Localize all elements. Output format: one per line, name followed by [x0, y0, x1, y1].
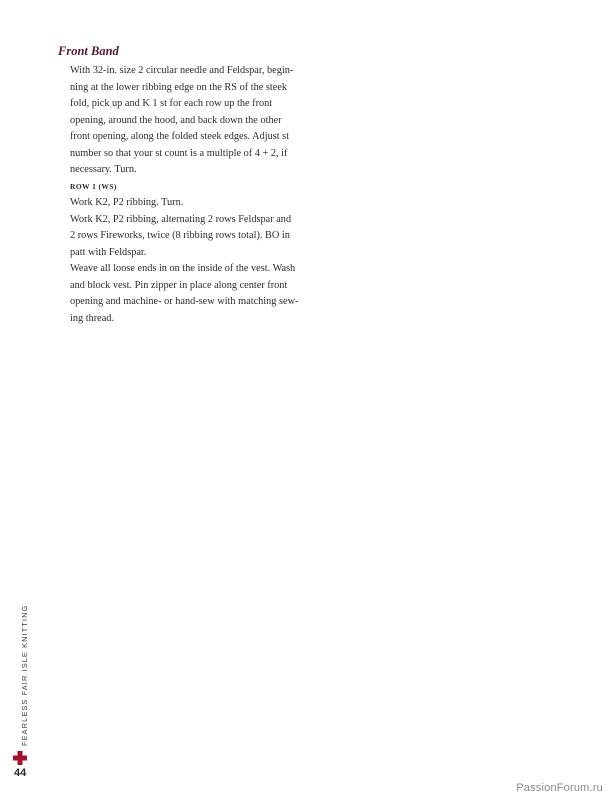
- cross-icon: [13, 751, 27, 765]
- text-line: Work K2, P2 ribbing, alternating 2 rows Feldspar and: [70, 213, 292, 225]
- text-line: Weave all loose ends in on the inside of the vest. Wash: [70, 263, 296, 274]
- row-instruction: [70, 195, 330, 212]
- text-line: ing thread.: [70, 312, 115, 324]
- text-line: With 32-in. size 2 circular needle and Feldspar, begin-: [70, 65, 294, 76]
- text-line: patt with Feldspar.: [70, 246, 147, 258]
- intro-paragraph: [70, 63, 330, 179]
- text-line: front opening, along the folded steek edges. Adjust st: [70, 131, 290, 142]
- page-number: 44: [14, 767, 27, 779]
- section-heading: Front Band: [58, 44, 119, 58]
- text-line: opening, around the hood, and back down the other: [70, 114, 282, 126]
- text-line: 2 rows Fireworks, twice (8 ribbing rows total). BO in: [70, 230, 290, 241]
- row-label: ROW 1 (WS): [70, 181, 117, 191]
- continue-paragraph: [70, 212, 330, 262]
- text-line: and block vest. Pin zipper in place along center front: [70, 279, 288, 291]
- text-line: number so that your st count is a multiple of 4 + 2, if: [70, 147, 288, 159]
- text-line: opening and machine- or hand-sew with matching sew-: [70, 296, 299, 307]
- text-line: ning at the lower ribbing edge on the RS of the steek: [70, 81, 288, 93]
- text-line: fold, pick up and K 1 st for each row up the front: [70, 98, 273, 109]
- book-title: FEARLESS FAIR ISLE KNITTING: [20, 604, 29, 746]
- watermark: PassionForum.ru: [516, 782, 603, 794]
- finish-paragraph: [70, 261, 330, 327]
- instructions-body: [70, 63, 330, 327]
- text-line: necessary. Turn.: [70, 164, 137, 175]
- text-line: Work K2, P2 ribbing. Turn.: [70, 197, 184, 208]
